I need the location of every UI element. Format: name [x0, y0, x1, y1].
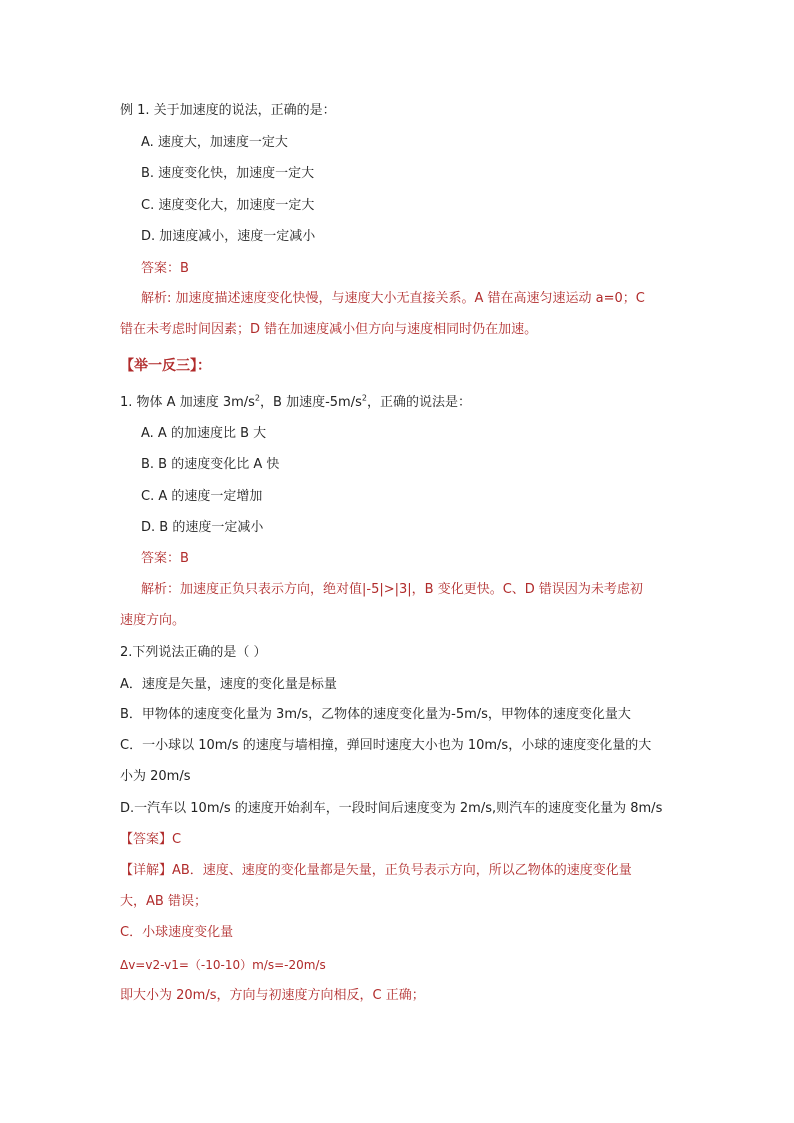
section-heading: 【举一反三】：: [120, 358, 211, 374]
question-2-answer: 【答案】C: [120, 832, 182, 847]
question-1-superscript-1: 2: [254, 393, 261, 403]
question-1-analysis-line-1: 解析：加速度正负只表示方向，绝对值|-5|>|3|，B 变化更快。C、D 错误因为未考虑初: [141, 582, 643, 597]
question-2: 2.下列说法正确的是（ ）: [120, 645, 267, 660]
example-1-option-c: C. 速度变化大，加速度一定大: [141, 198, 315, 213]
question-1-text-end: ，正确的说法是：: [366, 395, 471, 410]
question-1-superscript-2: 2: [361, 393, 367, 403]
question-1-text-middle: ，B 加速度-5m/s: [260, 395, 362, 410]
question-2-formula: Δv=v2-v1=（-10-10）m/s=-20m/s: [120, 958, 326, 972]
question-2-detail-line-3: C．小球速度变化量: [120, 925, 234, 940]
question-2-option-a: A．速度是矢量，速度的变化量是标量: [120, 677, 337, 692]
example-1-answer: 答案：B: [141, 261, 189, 276]
question-1-answer: 答案：B: [141, 551, 189, 566]
question-1-analysis-line-2: 速度方向。: [120, 613, 186, 628]
example-1-analysis-line-1: 解析: 加速度描述速度变化快慢，与速度大小无直接关系。A 错在高速匀速运动 a=0；C: [141, 291, 645, 306]
example-1-option-a: A. 速度大，加速度一定大: [141, 135, 288, 150]
question-2-detail-line-5: 即大小为 20m/s，方向与初速度方向相反，C 正确；: [120, 988, 425, 1003]
question-2-option-d: D.一汽车以 10m/s 的速度开始刹车，一段时间后速度变为 2m/s,则汽车的速度变化量为 8m/s: [120, 801, 663, 816]
example-1-analysis-line-2: 错在未考虑时间因素；D 错在加速度减小但方向与速度相同时仍在加速。: [120, 322, 538, 337]
question-2-detail-line-1: 【详解】AB．速度、速度的变化量都是矢量，正负号表示方向，所以乙物体的速度变化量: [120, 863, 632, 878]
question-2-detail-line-2: 大，AB 错误；: [120, 894, 207, 909]
question-1-option-a: A. A 的加速度比 B 大: [141, 426, 267, 441]
example-1-option-b: B. 速度变化快，加速度一定大: [141, 166, 315, 181]
question-2-option-c-line-2: 小为 20m/s: [120, 769, 191, 784]
example-1-question: 例 1. 关于加速度的说法，正确的是：: [120, 103, 336, 118]
question-1-option-c: C. A 的速度一定增加: [141, 489, 263, 504]
question-2-option-b: B．甲物体的速度变化量为 3m/s，乙物体的速度变化量为-5m/s，甲物体的速度变化量大: [120, 707, 631, 722]
question-1-option-d: D. B 的速度一定减小: [141, 520, 264, 535]
question-2-option-c-line-1: C．一小球以 10m/s 的速度与墙相撞，弹回时速度大小也为 10m/s，小球的速度变化量的大: [120, 738, 652, 753]
question-1-text-start: 1. 物体 A 加速度 3m/s: [120, 395, 255, 410]
example-1-option-d: D. 加速度减小，速度一定减小: [141, 229, 316, 244]
question-1: [120, 394, 471, 412]
question-1-option-b: B. B 的速度变化比 A 快: [141, 457, 280, 472]
